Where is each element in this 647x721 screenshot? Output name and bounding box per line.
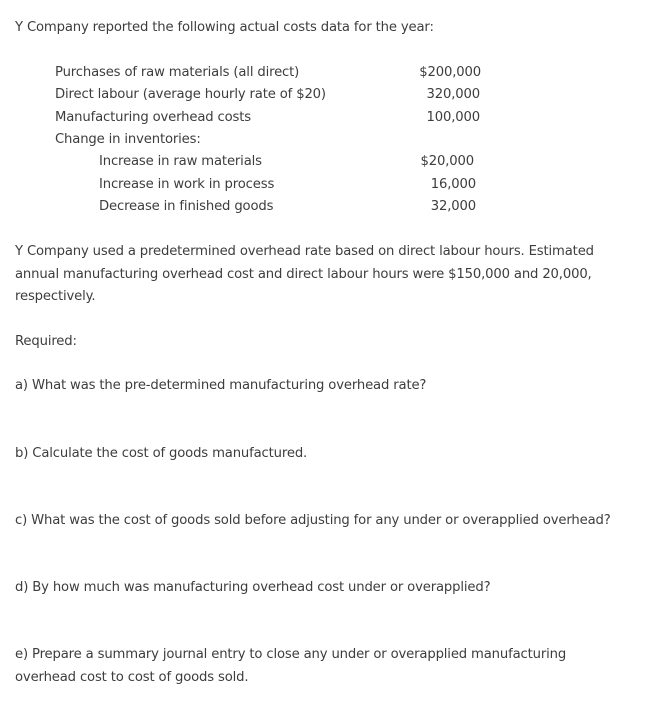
question-b: b) Calculate the cost of goods manufactured.: [15, 446, 308, 461]
question-d: d) By how much was manufacturing overhead cost under or overapplied?: [15, 580, 491, 595]
inventory-label-raw-materials: Increase in raw materials: [99, 154, 262, 169]
cost-label-purchases: Purchases of raw materials (all direct): [55, 65, 300, 80]
inventory-label-work-in-process: Increase in work in process: [99, 177, 275, 192]
inventory-amount-work-in-process: 16,000: [430, 177, 476, 192]
inventory-amount-finished-goods: 32,000: [430, 199, 476, 214]
cost-amount-direct-labour: 320,000: [426, 87, 480, 102]
inventory-amount-raw-materials: $20,000: [420, 154, 474, 169]
cost-label-direct-labour: Direct labour (average hourly rate of $20): [55, 87, 326, 102]
question-a: a) What was the pre-determined manufacturing overhead rate?: [15, 378, 427, 393]
cost-amount-purchases: $200,000: [419, 65, 481, 80]
inventory-label-finished-goods: Decrease in finished goods: [99, 199, 274, 214]
question-e: e) Prepare a summary journal entry to close any under or overapplied manufacturing overhead cost to cost of goods sold.: [15, 647, 567, 685]
cost-label-overhead: Manufacturing overhead costs: [55, 110, 252, 125]
overhead-paragraph: Y Company used a predetermined overhead rate based on direct labour hours. Estimated annual manufacturing overhead cost and direct labour hours were $150,000 and 20,000, respectively.: [15, 244, 594, 304]
required-label: Required:: [15, 334, 77, 349]
inventory-heading: Change in inventories:: [55, 132, 201, 147]
question-c: c) What was the cost of goods sold before adjusting for any under or overapplied overhead?: [15, 513, 611, 528]
cost-amount-overhead: 100,000: [426, 110, 480, 125]
intro-text: Y Company reported the following actual costs data for the year:: [15, 20, 434, 35]
